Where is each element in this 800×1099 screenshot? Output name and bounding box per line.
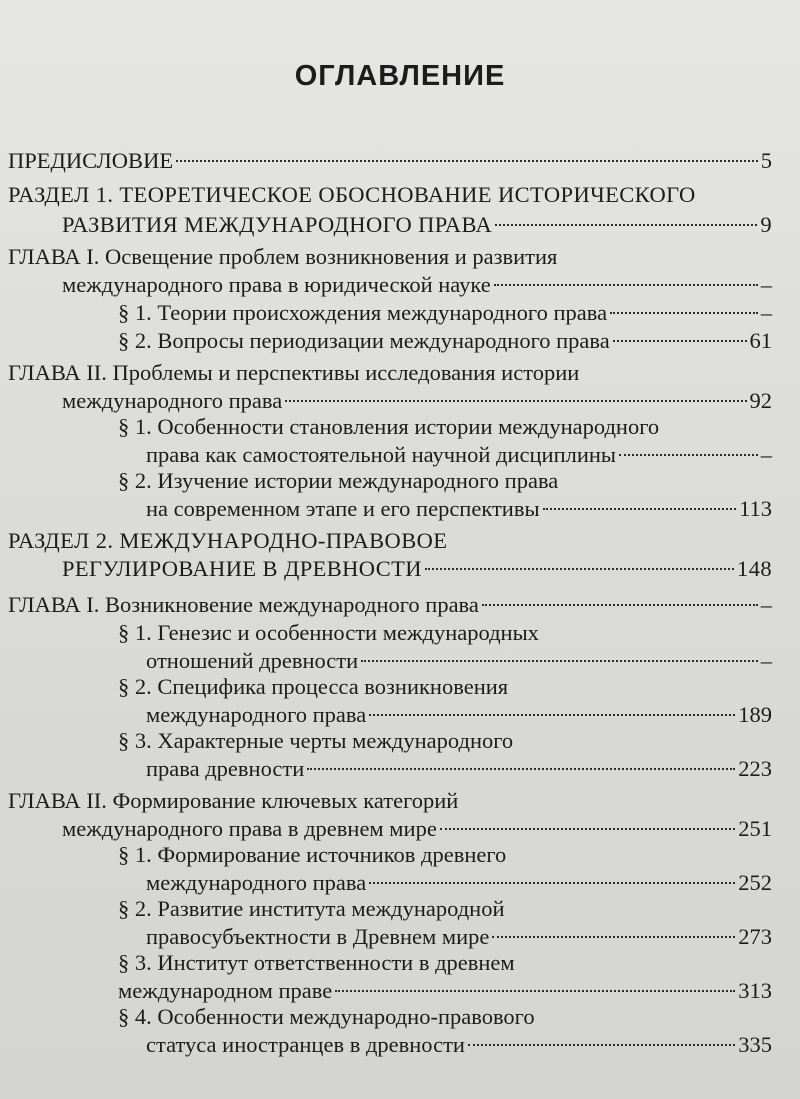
leader-dots	[285, 400, 746, 402]
toc-entry-paragraph[interactable]	[118, 298, 772, 328]
leader-dots	[335, 990, 735, 992]
toc-page-number: 61	[749, 328, 772, 353]
leader-dots	[369, 714, 735, 716]
toc-entry-preface[interactable]	[8, 146, 772, 176]
leader-dots	[440, 828, 735, 830]
toc-entry-chapter-1-1-line1[interactable]: ГЛАВА I. Освещение проблем возникновения и развития	[8, 244, 558, 269]
toc-page-number: 252	[738, 870, 772, 895]
toc-entry-chapter-1-1[interactable]	[62, 270, 772, 300]
toc-page-number: 148	[737, 556, 772, 581]
toc-entry-paragraph-line1[interactable]: § 1. Формирование источников древнего	[118, 842, 507, 867]
toc-page-number: 223	[738, 756, 772, 781]
toc-entry-paragraph[interactable]	[146, 1030, 772, 1060]
toc-entry-title: международном праве	[118, 978, 333, 1003]
toc-page-number: 273	[738, 924, 772, 949]
toc-entry-paragraph-line1[interactable]: § 4. Особенности международно-правового	[118, 1004, 535, 1029]
toc-page-number: 92	[749, 388, 772, 413]
toc-page-number: 9	[760, 212, 772, 237]
toc-entry-paragraph-line1[interactable]: § 2. Развитие института международной	[118, 896, 505, 921]
leader-dots	[468, 1044, 735, 1046]
leader-dots	[361, 660, 758, 662]
toc-entry-section-2-line1[interactable]: РАЗДЕЛ 2. МЕЖДУНАРОДНО-ПРАВОВОЕ	[8, 528, 448, 553]
toc-entry-section-1[interactable]	[62, 210, 772, 240]
toc-entry-chapter-2-2-line1[interactable]: ГЛАВА II. Формирование ключевых категорий	[8, 788, 459, 813]
toc-entry-paragraph-line1[interactable]: § 2. Специфика процесса возникновения	[118, 674, 509, 699]
toc-entry-title: § 1. Теории происхождения международного права	[118, 300, 608, 325]
toc-entry-title: международного права в юридической науке	[62, 272, 491, 297]
toc-entry-title: международного права	[146, 702, 367, 727]
toc-entry-title: отношений древности	[146, 648, 359, 673]
leader-dots	[543, 508, 736, 510]
page-title: ОГЛАВЛЕНИЕ	[294, 60, 506, 92]
leader-dots	[492, 936, 735, 938]
toc-entry-title: права древности	[146, 756, 305, 781]
toc-page-number: 5	[760, 148, 772, 173]
toc-entry-paragraph-line1[interactable]: § 2. Изучение истории международного права	[118, 468, 559, 493]
toc-entry-chapter-1-2-line1[interactable]: ГЛАВА II. Проблемы и перспективы исследования истории	[8, 360, 580, 385]
leader-dots	[613, 340, 747, 342]
toc-entry-title: РАЗВИТИЯ МЕЖДУНАРОДНОГО ПРАВА	[62, 212, 493, 237]
toc-page-number: 251	[738, 816, 772, 841]
toc-entry-section-1-line1[interactable]: РАЗДЕЛ 1. ТЕОРЕТИЧЕСКОЕ ОБОСНОВАНИЕ ИСТОРИЧЕСКОГО	[8, 182, 696, 207]
toc-entry-chapter-2-1[interactable]	[8, 590, 772, 620]
toc-entry-paragraph-line1[interactable]: § 1. Генезис и особенности международных	[118, 620, 539, 645]
toc-entry-paragraph[interactable]	[118, 326, 772, 356]
toc-page-number: –	[760, 442, 772, 467]
toc-page-number: 113	[739, 496, 772, 521]
toc-entry-title: РЕГУЛИРОВАНИЕ В ДРЕВНОСТИ	[62, 556, 422, 581]
toc-entry-paragraph-line1[interactable]: § 3. Институт ответственности в древнем	[118, 950, 515, 975]
leader-dots	[495, 224, 757, 226]
leader-dots	[619, 454, 758, 456]
toc-entry-title: ПРЕДИСЛОВИЕ	[8, 148, 174, 173]
toc-entry-title: международного права	[146, 870, 367, 895]
toc-page-number: –	[760, 648, 772, 673]
toc-page-number: 313	[738, 978, 772, 1003]
toc-entry-paragraph-line1[interactable]: § 1. Особенности становления истории международного	[118, 414, 660, 439]
toc-entry-paragraph-line1[interactable]: § 3. Характерные черты международного	[118, 728, 514, 753]
leader-dots	[307, 768, 735, 770]
leader-dots	[494, 284, 758, 286]
leader-dots	[369, 882, 735, 884]
toc-entry-title: статуса иностранцев в древности	[146, 1032, 465, 1057]
leader-dots	[610, 312, 758, 314]
leader-dots	[425, 568, 734, 570]
leader-dots	[482, 604, 758, 606]
toc-entry-title: правосубъектности в Древнем мире	[146, 924, 490, 949]
toc-entry-title: на современном этапе и его перспективы	[146, 496, 540, 521]
toc-entry-title: права как самостоятельной научной дисциплины	[146, 442, 617, 467]
toc-page-number: –	[760, 272, 772, 297]
leader-dots	[176, 160, 758, 162]
toc-page-number: –	[760, 300, 772, 325]
toc-page-number: 335	[738, 1032, 772, 1057]
toc-entry-title: § 2. Вопросы периодизации международного права	[118, 328, 610, 353]
toc-entry-title: международного права	[62, 388, 283, 413]
toc-entry-paragraph[interactable]	[146, 754, 772, 784]
toc-entry-title: ГЛАВА I. Возникновение международного права	[8, 592, 479, 617]
toc-page-number: 189	[738, 702, 772, 727]
toc-entry-title: международного права в древнем мире	[62, 816, 437, 841]
toc-entry-paragraph[interactable]	[146, 494, 772, 524]
toc-entry-section-2[interactable]	[62, 554, 772, 584]
toc-page-number: –	[760, 592, 772, 617]
